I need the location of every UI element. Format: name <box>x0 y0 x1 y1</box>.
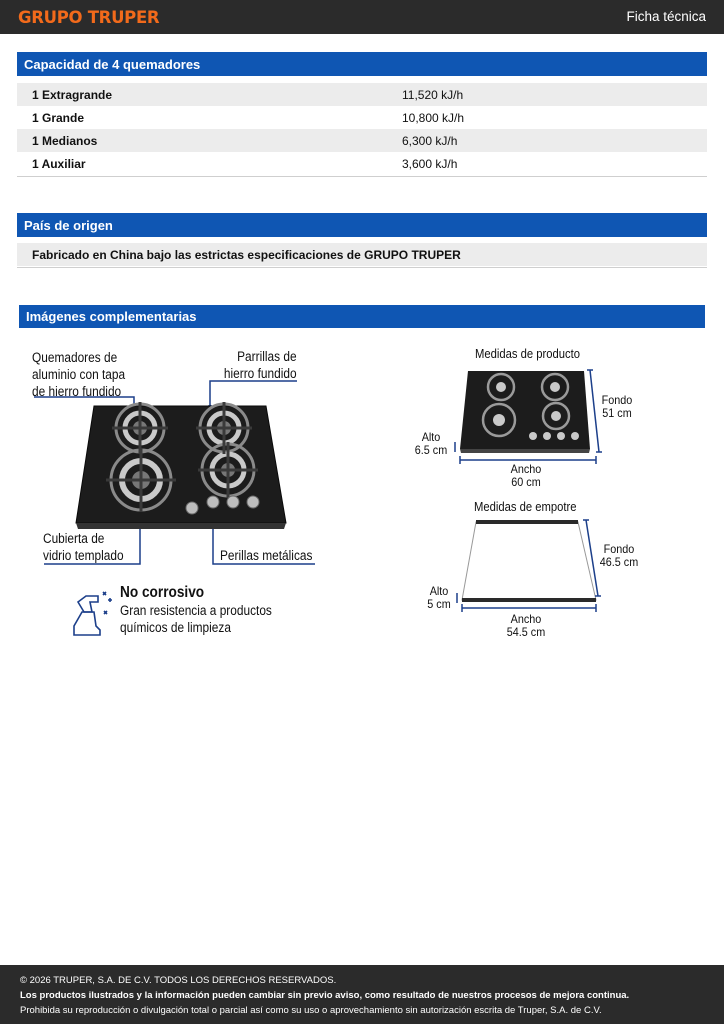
footer-rights: Prohibida su reproducción o divulgación total o parcial así como su uso o aprovechamiento sin autorización escrita de Truper, S.A. de C.V. <box>20 1005 602 1016</box>
product-dimensions-title: Medidas de producto <box>475 347 581 361</box>
cutout-dimensions-title: Medidas de empotre <box>474 500 577 514</box>
row-value: 3,600 kJ/h <box>402 157 458 171</box>
origin-section-header: País de origen <box>17 213 707 237</box>
document-type: Ficha técnica <box>626 9 706 24</box>
product-width-label: Ancho 60 cm <box>510 462 542 489</box>
cutout-height-label: Alto 5 cm <box>427 584 451 611</box>
row-value: 10,800 kJ/h <box>402 111 465 125</box>
row-label: 1 Medianos <box>32 134 98 148</box>
product-height-label: Alto 6.5 cm <box>414 430 448 457</box>
row-value: 6,300 kJ/h <box>402 134 458 148</box>
origin-divider <box>17 267 707 268</box>
origin-text: Fabricado en China bajo las estrictas especificaciones de GRUPO TRUPER <box>32 248 461 262</box>
capacity-section-header: Capacidad de 4 quemadores <box>17 52 707 76</box>
footer-copyright: © 2026 TRUPER, S.A. DE C.V. TODOS LOS DERECHOS RESERVADOS. <box>20 975 337 986</box>
product-depth-label: Fondo 51 cm <box>601 393 633 420</box>
corrosion-note <box>120 584 293 636</box>
row-label: 1 Auxiliar <box>32 157 86 171</box>
callout-knobs: Perillas metálicas <box>220 548 313 563</box>
row-value: 11,520 kJ/h <box>402 88 464 102</box>
table-row <box>17 152 707 175</box>
table-row <box>17 129 707 152</box>
row-label: 1 Grande <box>32 111 85 125</box>
top-bar <box>0 0 724 34</box>
origin-row <box>17 243 707 266</box>
callout-grates: Parrillas de hierro fundido <box>224 349 297 381</box>
table-row <box>17 83 707 106</box>
images-section-header: Imágenes complementarias <box>19 305 705 328</box>
brand-logo: GRUPO TRUPER <box>18 8 160 27</box>
footer-notice: Los productos ilustrados y la información pueden cambiar sin previo aviso, como resultado de nuestros procesos de mejora continua. <box>20 990 630 1001</box>
cutout-depth-label: Fondo 46.5 cm <box>599 542 639 569</box>
table-divider <box>17 176 707 177</box>
corrosion-line2: químicos de limpieza <box>120 620 231 635</box>
table-row <box>17 106 707 129</box>
corrosion-line1: Gran resistencia a productos <box>120 603 272 618</box>
corrosion-title: No corrosivo <box>120 584 205 601</box>
cutout-width-label: Ancho 54.5 cm <box>506 612 546 639</box>
callout-burners: Quemadores de aluminio con tapa de hierro fundido <box>32 350 126 399</box>
row-label: 1 Extragrande <box>32 88 113 102</box>
callout-glass: Cubierta de vidrio templado <box>43 531 124 563</box>
footer <box>0 965 724 1024</box>
